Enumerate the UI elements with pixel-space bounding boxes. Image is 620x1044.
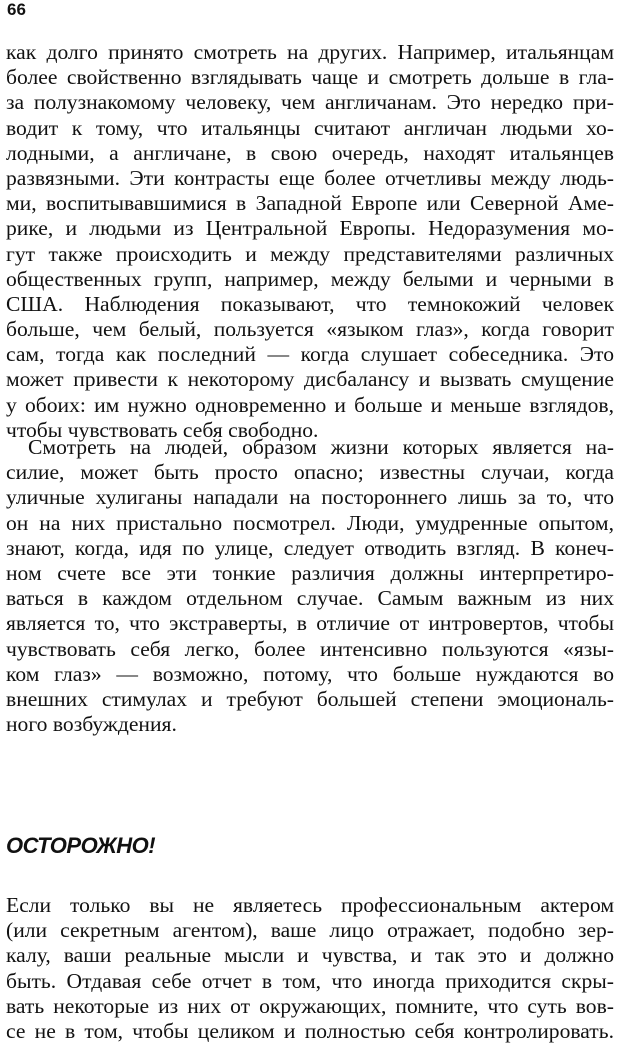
- paragraph-line: се не в том, чтобы целиком и полностью себя контролировать.: [6, 1018, 614, 1043]
- paragraph-line: развязными. Эти контрасты еще более отчетливы между людь-: [6, 165, 614, 190]
- paragraph-line: быть. Отдавая себе отчет в том, что иногда приходится скры-: [6, 968, 614, 993]
- paragraph-line: внешних стимулах и требуют большей степени эмоциональ-: [6, 686, 614, 711]
- paragraph-line: Если только вы не являетесь профессиональным актером: [6, 893, 614, 917]
- paragraph-line: общественных групп, например, между белыми и черными в: [6, 266, 614, 291]
- paragraph-line: (или секретным агентом), ваше лицо отражает, подобно зер-: [6, 918, 614, 943]
- paragraph-line: ми, воспитывавшимися в Западной Европе или Северной Аме-: [6, 191, 614, 216]
- paragraph-line: водит к тому, что итальянцы считают англичан людьми хо-: [6, 115, 614, 140]
- paragraph-line: лодными, а англичане, в свою очередь, находят итальянцев: [6, 140, 614, 165]
- paragraph-line: Смотреть на людей, образом жизни которых является на-: [28, 435, 614, 459]
- paragraph-line: гут также происходить и между представителями различных: [6, 241, 614, 266]
- paragraph-1: [6, 40, 614, 443]
- paragraph-line: больше, чем белый, пользуется «языком глаз», когда говорит: [6, 317, 614, 342]
- paragraph-line: ваться в каждом отдельном случае. Самым важным из них: [6, 586, 614, 611]
- paragraph-line: он на них пристально посмотрел. Люди, умудренные опытом,: [6, 510, 614, 535]
- paragraph-line: США. Наблюдения показывают, что темнокожий человек: [6, 291, 614, 316]
- paragraph-line: уличные хулиганы нападали на постороннего лишь за то, что: [6, 485, 614, 510]
- paragraph-line: вать некоторые из них от окружающих, помните, что суть вов-: [6, 993, 614, 1018]
- paragraph-2: [6, 435, 614, 737]
- paragraph-line: сам, тогда как последний — когда слушает собеседника. Это: [6, 342, 614, 367]
- page-number: 66: [7, 0, 26, 19]
- paragraph-line: силие, может быть просто опасно; известны случаи, когда: [6, 460, 614, 485]
- paragraph-line: ном счете все эти тонкие различия должны интерпретиро-: [6, 560, 614, 585]
- paragraph-line: рике, и людьми из Центральной Европы. Недоразумения мо-: [6, 216, 614, 241]
- section-paragraph: [6, 893, 614, 1044]
- section-heading: ОСТОРОЖНО!: [6, 833, 156, 858]
- paragraph-line: чтобы чувствовать себя свободно.: [6, 417, 319, 442]
- paragraph-line: как долго принято смотреть на других. Например, итальянцам: [6, 40, 614, 64]
- paragraph-line: может привести к некоторому дисбалансу и вызвать смущение: [6, 367, 614, 392]
- paragraph-line: чувствовать себя легко, более интенсивно пользуются «язы-: [6, 636, 614, 661]
- paragraph-line: ного возбуждения.: [6, 712, 177, 737]
- paragraph-line: у обоих: им нужно одновременно и больше и меньше взглядов,: [6, 392, 614, 417]
- paragraph-line: является то, что экстраверты, в отличие от интровертов, чтобы: [6, 611, 614, 636]
- paragraph-line: ком глаз» — возможно, потому, что больше нуждаются во: [6, 661, 614, 686]
- paragraph-line: более свойственно взглядывать чаще и смотреть дольше в гла-: [6, 65, 614, 90]
- paragraph-line: за полузнакомому человеку, чем англичанам. Это нередко при-: [6, 90, 614, 115]
- paragraph-line: знают, когда, идя по улице, следует отводить взгляд. В конеч-: [6, 535, 614, 560]
- paragraph-line: калу, ваши реальные мысли и чувства, и так это и должно: [6, 943, 614, 968]
